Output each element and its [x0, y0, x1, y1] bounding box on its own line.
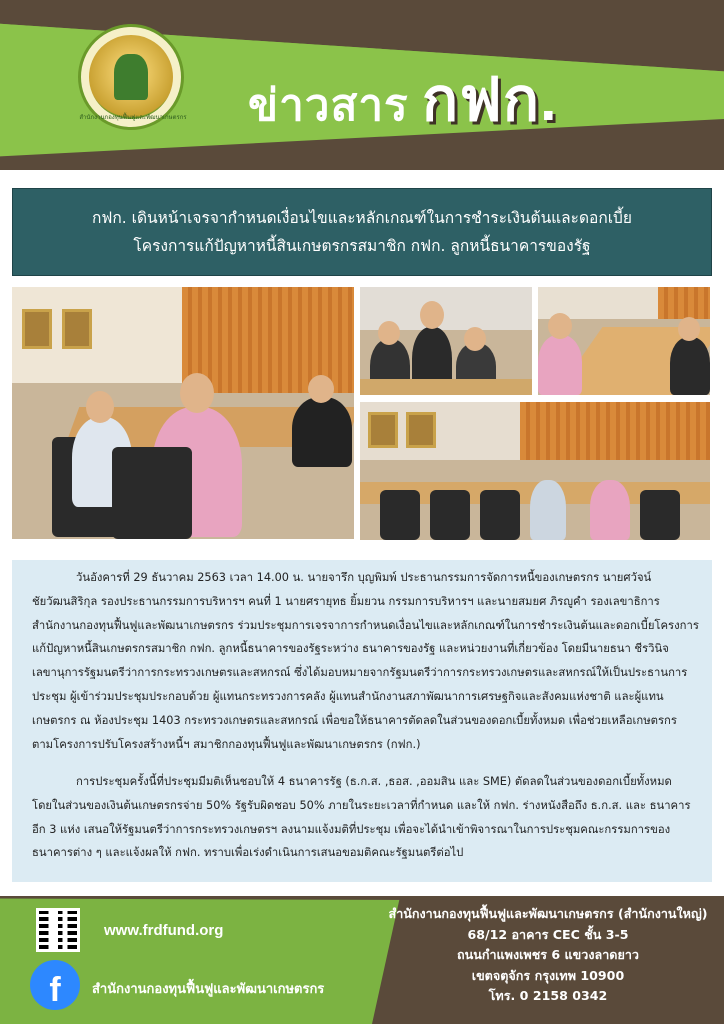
qr-code-icon[interactable]	[36, 908, 80, 952]
page-header	[0, 0, 724, 170]
meeting-photo-main	[12, 287, 354, 539]
address-line: สำนักงานกองทุนฟื้นฟูและพัฒนาเกษตรกร (สำนักงานใหญ่)	[388, 906, 708, 921]
title-prefix: ข่าวสาร	[248, 81, 409, 130]
page-title	[248, 52, 558, 147]
address-line: 68/12 อาคาร CEC ชั้น 3-5	[467, 926, 629, 942]
meeting-photo-2	[360, 287, 532, 395]
paragraph-line: ประชุม ผู้เข้าร่วมประชุมประกอบด้วย ผู้แทนกระทรวงการคลัง ผู้แทนสำนักงานสภาพัฒนาการเศรษฐกิจและสังคมแห่งชาติ และผู้แทน	[32, 689, 664, 703]
address-line: ถนนกำแพงเพชร 6 แขวงลาดยาว	[457, 947, 639, 962]
article-body	[12, 560, 712, 882]
facebook-page-name[interactable]: สำนักงานกองทุนฟื้นฟูและพัฒนาเกษตรกร	[92, 982, 325, 997]
headline-box	[12, 188, 712, 276]
paragraph-line: วันอังคารที่ 29 ธันวาคม 2563 เวลา 14.00 น. นายจารึก บุญพิมพ์ ประธานกรรมการจัดการหนี้ของเกษตรกร นายศวัจน์	[76, 571, 652, 584]
paragraph-line: อีก 3 แห่ง เสนอให้รัฐมนตรีว่าการกระทรวงเกษตรฯ ลงนามแจ้งมติที่ประชุม เพื่อจะได้นำเข้าพิจารณาในการประชุมคณะกรรมการของ	[32, 822, 671, 836]
facebook-icon[interactable]: f	[30, 960, 80, 1010]
paragraph-line: ธนาคารต่าง ๆ และแจ้งผลให้ กฟก. ทราบเพื่อเร่งดำเนินการเสนอขอมติคณะรัฐมนตรีต่อไป	[32, 846, 464, 860]
paragraph-line: สำนักงานกองทุนฟื้นฟูและพัฒนาเกษตรกร ร่วมประชุมการเจรจาการกำหนดเงื่อนไขและหลักเกณฑ์ในการชำระเงินต้นและดอกเบี้ยโครงการ	[32, 618, 699, 632]
meeting-photo-4	[360, 402, 710, 540]
logo-caption: สำนักงานกองทุนฟื้นฟูและพัฒนาเกษตรกร	[79, 114, 187, 121]
paragraph-2	[32, 770, 700, 865]
headline-line-1: กฟก. เดินหน้าเจรจากำหนดเงื่อนไขและหลักเกณฑ์ในการชำระเงินต้นและดอกเบี้ย	[92, 209, 632, 227]
paragraph-line: ชัยวัฒนสิริกุล รองประธานกรรมการบริหารฯ คนที่ 1 นายศรายุทธ ยิ้มยวน กรรมการบริหารฯ และนายสมยศ ภิรญูคำ รองเลขาธิการ	[32, 594, 660, 608]
paragraph-line: เกษตรกร ณ ห้องประชุม 1403 กระทรวงเกษตรและสหกรณ์ เพื่อขอให้ธนาคารตัดลดในส่วนของดอกเบี้ยทั้งหมด เพื่อช่วยเหลือเกษตรกร	[32, 713, 677, 727]
paragraph-line: โดยในส่วนของเงินต้นเกษตรกรจ่าย 50% รัฐรับผิดชอบ 50% ภายในระยะเวลาที่กำหนด และให้ กฟก. ร่างหนังสือถึง ธ.ก.ส. และ ธนาคาร	[32, 798, 691, 812]
page-footer	[0, 896, 724, 1024]
headline-line-2: โครงการแก้ปัญหาหนี้สินเกษตรกรสมาชิก กฟก. ลูกหนี้ธนาคารของรัฐ	[133, 237, 591, 255]
paragraph-line: แก้ปัญหาหนี้สินเกษตรกรสมาชิก กฟก. ลูกหนี้ธนาคารของรัฐระหว่าง ธนาคารของรัฐ และหน่วยงานที่เกี่ยวข้อง โดยมีนายธนา ชีรวินิจ	[32, 642, 669, 656]
meeting-photo-3	[538, 287, 710, 395]
title-main: กฟก.	[421, 66, 558, 133]
address-line: เขตจตุจักร กรุงเทพ 10900	[471, 967, 625, 983]
paragraph-line: ตามโครงการปรับโครงสร้างหนี้ฯ สมาชิกกองทุนฟื้นฟูและพัฒนาเกษตรกร (กฟก.)	[32, 737, 421, 751]
phone-number: โทร. 0 2158 0342	[488, 988, 608, 1003]
office-address	[372, 904, 724, 1007]
paragraph-line: การประชุมครั้งนี้ที่ประชุมมีมติเห็นชอบให้ 4 ธนาคารรัฐ (ธ.ก.ส. ,ธอส. ,ออมสิน และ SME) ตัดลดในส่วนของดอกเบี้ยทั้งหมด	[76, 775, 672, 788]
paragraph-1	[32, 566, 700, 756]
website-link[interactable]: www.frdfund.org	[104, 922, 224, 939]
paragraph-line: เลขานุการรัฐมนตรีว่าการกระทรวงเกษตรและสหกรณ์ ซึ่งได้มอบหมายจากรัฐมนตรีว่าการกระทรวงเกษตรและสหกรณ์ให้เป็นประธานการ	[32, 666, 688, 680]
